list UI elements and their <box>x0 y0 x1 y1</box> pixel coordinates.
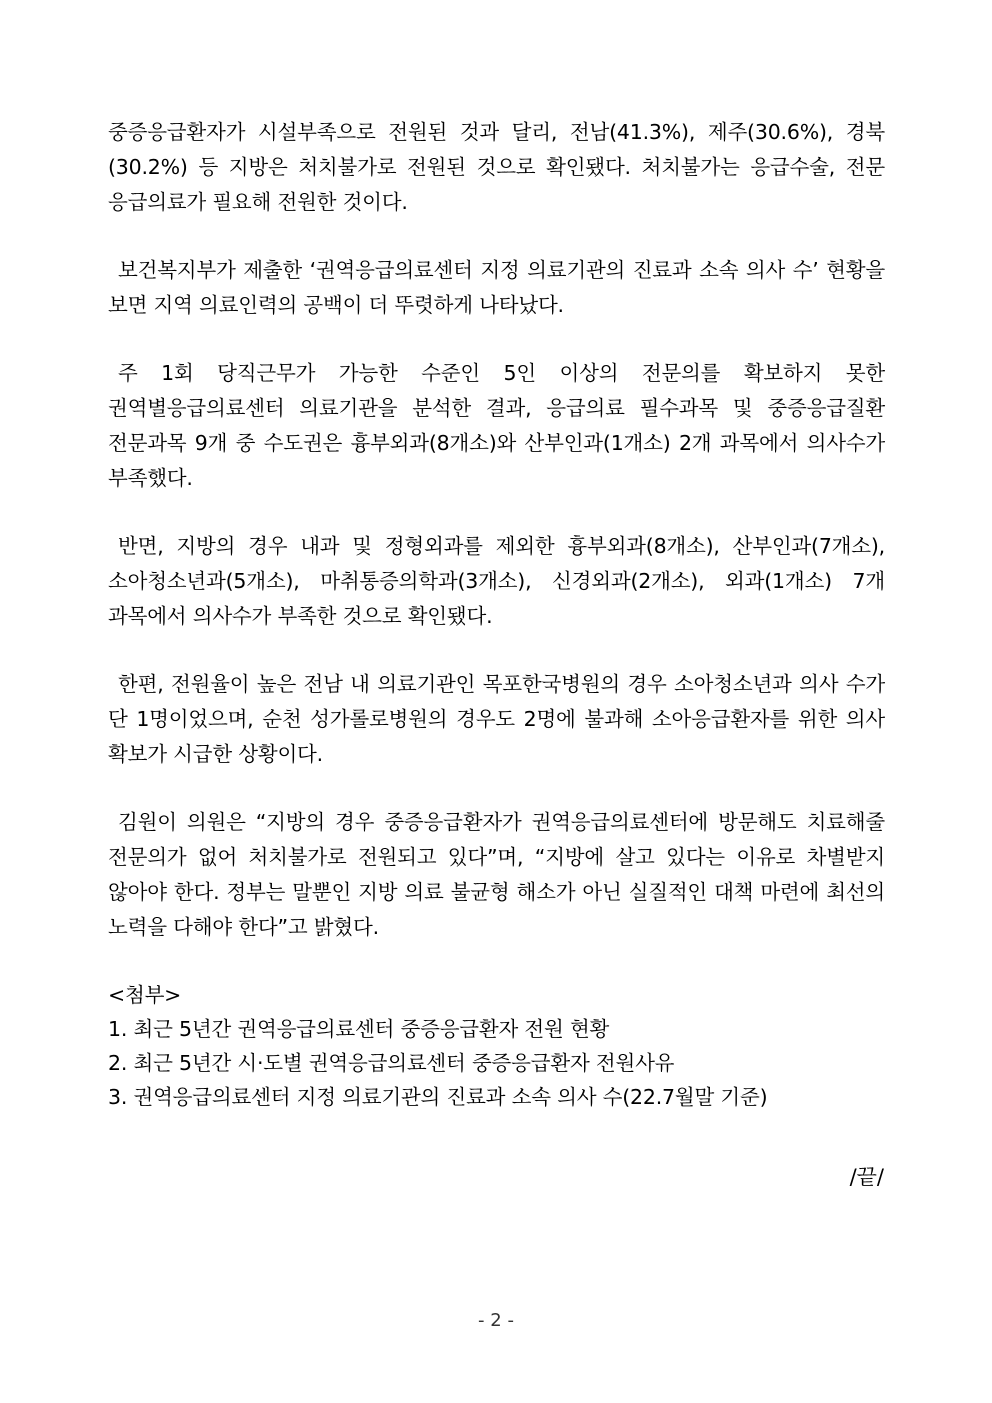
paragraph-transfer-reasons: 중증응급환자가 시설부족으로 전원된 것과 달리, 전남(41.3%), 제주(30.6%), 경북(30.2%) 등 지방은 처치불가로 전원된 것으로 확인됐다. 처치불가는 응급수술, 전문 응급의료가 필요해 전원한 것이다. <box>108 120 885 214</box>
paragraph-ministry-status: 보건복지부가 제출한 ‘권역응급의료센터 지정 의료기관의 진료과 소속 의사 수’ 현황을 보면 지역 의료인력의 공백이 더 뚜렷하게 나타났다. <box>108 258 885 317</box>
attachment-item: 1. 최근 5년간 권역응급의료센터 중증응급환자 전원 현황 <box>108 1017 610 1041</box>
page-number: - 2 - <box>478 1310 514 1331</box>
end-mark: /끝/ <box>849 1165 884 1189</box>
paragraph-lawmaker-quote: 김원이 의원은 “지방의 경우 중증응급환자가 권역응급의료센터에 방문해도 치료해줄 전문의가 없어 처치불가로 전원되고 있다”며, “지방에 살고 있다는 이유로 차별받지 않아야 한다. 정부는 말뿐인 지방 의료 불균형 해소가 아닌 실질적인 대책 마련에 최선의 노력을 다해야 한다”고 밝혔다. <box>108 810 885 939</box>
attachment-item: 3. 권역응급의료센터 지정 의료기관의 진료과 소속 의사 수(22.7월말 기준) <box>108 1085 768 1109</box>
document-body <box>108 115 885 1114</box>
paragraph-jeonnam-hospitals: 한편, 전원율이 높은 전남 내 의료기관인 목포한국병원의 경우 소아청소년과 의사 수가 단 1명이었으며, 순천 성가롤로병원의 경우도 2명에 불과해 소아응급환자를 위한 의사 확보가 시급한 상황이다. <box>108 672 885 766</box>
attachments-heading: <첨부> <box>108 983 182 1007</box>
paragraph-regional-shortage: 반면, 지방의 경우 내과 및 정형외과를 제외한 흉부외과(8개소), 산부인과(7개소), 소아청소년과(5개소), 마취통증의학과(3개소), 신경외과(2개소), 외과(1개소) 7개 과목에서 의사수가 부족한 것으로 확인됐다. <box>108 534 885 628</box>
paragraph-capital-shortage: 주 1회 당직근무가 가능한 수준인 5인 이상의 전문의를 확보하지 못한 권역별응급의료센터 의료기관을 분석한 결과, 응급의료 필수과목 및 중증응급질환 전문과목 9개 중 수도권은 흉부외과(8개소)와 산부인과(1개소) 2개 과목에서 의사수가 부족했다. <box>108 361 885 490</box>
attachments-list <box>108 1012 885 1114</box>
attachment-item: 2. 최근 5년간 시·도별 권역응급의료센터 중증응급환자 전원사유 <box>108 1051 675 1075</box>
